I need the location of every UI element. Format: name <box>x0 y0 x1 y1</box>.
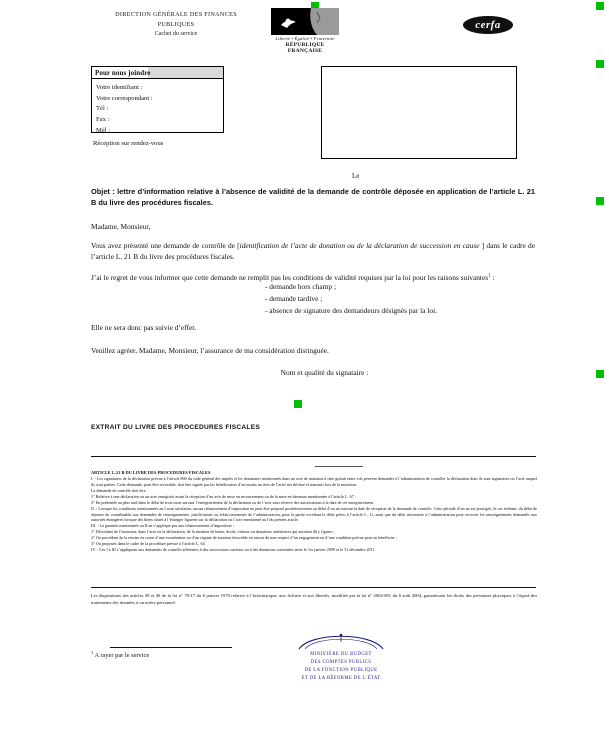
contact-field-fax: Fax : <box>96 116 110 124</box>
ministry-footer <box>272 628 410 682</box>
paragraph-1-before: Vous avez présenté une demande de contrôle de [ <box>91 241 240 250</box>
republique-text: RÉPUBLIQUE FRANÇAISE <box>285 41 325 54</box>
footnote-marker: 1 <box>488 273 491 279</box>
legal-paragraph: La demande de contrôle doit être : <box>91 488 148 494</box>
legal-text-block <box>91 470 537 553</box>
signature-label: Nom et qualité du signataire : <box>280 368 369 377</box>
admin-line-1: DIRECTION GÉNÉRALE DES FINANCES <box>115 11 237 18</box>
ministry-line-2: DES COMPTES PUBLICS <box>310 660 372 666</box>
administration-header <box>96 10 256 40</box>
objet-line: Objet : lettre d’information relative à l’absence de validité de la demande de contrôle déposée en application de l’article L. 21 B du livre des procédures fiscales. <box>91 187 535 208</box>
footnote <box>91 650 149 659</box>
marianne-icon <box>271 8 339 35</box>
short-rule <box>315 466 363 467</box>
reception-note: Réception sur rendez-vous <box>93 140 164 147</box>
legal-paragraph: II. - Lorsque les conditions mentionnées au I sont satisfaites, aucun rehaussement d’imposition ne peut être proposé postérieurement au délai d’un an suivant la date de réception de la demande de contrôle. Cette période d’un an est prorogée, le cas échéant, du délai de réponse du contribuable aux demandes de renseignements, justifications ou éclaircissements de l’administration, pour la partie excédant le délai prévu à l’article L. 11, ainsi que du délai nécessaire à l’administration pour recevoir les renseignements demandés aux autorités étrangères lorsque des biens situés à l’étranger figurent sur la déclaration ou l’acte mentionné au I du présent article. <box>91 505 537 523</box>
section-divider <box>91 456 536 457</box>
contact-field-identifiant: Votre identifiant : <box>96 84 143 91</box>
ministry-line-3: DE LA FONCTION PUBLIQUE <box>304 668 378 674</box>
salutation: Madame, Monsieur, <box>91 222 151 231</box>
list-item: - absence de signature des demandeurs désignés par la loi. <box>265 305 437 315</box>
footnote-text: A rayer par le service <box>93 652 150 660</box>
cerfa-logo: cerfa <box>463 16 513 34</box>
admin-line-2: PUBLIQUES <box>157 21 195 29</box>
paragraph-2-colon: : <box>490 273 495 282</box>
admin-line-3: Cachet du service <box>154 31 198 38</box>
paragraph-demande <box>91 240 535 263</box>
list-item: - demande tardive ; <box>265 293 323 303</box>
legal-paragraph: IV. - Les I à III s’appliquent aux demandes de contrôle afférentes à des successions ouvertes ou à des donations consenties entre le 1er janvier 2009 et le 31 décembre 2011. <box>91 546 376 552</box>
republique-francaise-logo <box>271 8 339 54</box>
reasons-list <box>265 281 437 317</box>
contact-field-tel: Tél : <box>96 105 109 113</box>
legal-paragraph: 1° Relative à une déclaration ou un acte enregistré avant la réception d’un avis de mise en recouvrement ou de la mise en demeure mentionnée à l’article L. 67 ; <box>91 493 356 499</box>
footnote-number: 1 <box>91 650 94 655</box>
registration-mark-right-1 <box>596 60 604 68</box>
paragraph-1-italic: identification de l’acte de donation ou de la déclaration de succession en cause <box>239 241 480 250</box>
registration-mark-right-2 <box>596 197 604 205</box>
registration-mark-top-right <box>596 2 604 10</box>
contact-field-mel: Mél : <box>96 126 111 134</box>
legal-paragraph: 3° Ou proposés dans le cadre de la procédure prévue à l’article L. 64. <box>91 541 206 547</box>
legal-paragraph: 1° Découlant de l’omission, dans l’acte ou la déclaration, de la mention de biens, droits, valeurs ou donations antérieures qui auraient dû y figurer ; <box>91 529 335 535</box>
contact-box <box>91 66 224 133</box>
cnil-notice: Les dispositions des articles 39 et 40 de la loi n° 78-17 du 6 janvier 1978 relative à l’informatique, aux fichiers et aux libertés, modifiée par la loi n° 2004-801 du 6 août 2004, garantissent les droits des personnes physiques à l’égard des traitements des données à caractère personnel. <box>91 593 537 606</box>
paragraph-2-text: J’ai le regret de vous informer que cette demande ne remplit pas les conditions de validité requises par la loi pour les raisons suivantes <box>91 273 489 282</box>
legal-paragraph: I. - Les signataires de la déclaration prévue à l’article 800 du code général des impôts et les donataires mentionnés dans un acte de mutation à titre gratuit entre vifs peuvent demander à l’administration de contrôler la déclaration dont ils sont signataires ou l’acte auquel ils sont parties. Cette demande, pour être recevable, doit être signée par les bénéficiaires d’au moins un tiers de l’actif net déclaré et transmis lors de la mutation. <box>91 476 537 488</box>
legal-paragraph: III. - La garantie mentionnée au II ne s’applique pas aux rehaussements d’imposition : <box>91 523 234 529</box>
contact-field-correspondant: Votre correspondant : <box>96 94 153 102</box>
legal-paragraph: 2° Ou procédant de la remise en cause d’une exonération ou d’un régime de taxation favorable en raison du non-respect d’un engagement ou d’une condition prévue pour en bénéficier ; <box>91 535 397 541</box>
legal-paragraph: 2° En présentée au plus tard dans le délai de trois mois suivant l’enregistrement de la déclaration ou de l’acte sous réserve des autorisations à la date de cet enregistrement. <box>91 499 374 505</box>
registration-mark-center <box>294 400 302 408</box>
extract-title: EXTRAIT DU LIVRE DES PROCEDURES FISCALES <box>91 424 261 431</box>
ministry-line-1: MINISTÈRE DU BUDGET <box>310 652 372 657</box>
footnote-divider <box>110 647 232 648</box>
list-item: - demande hors champ ; <box>265 282 337 291</box>
paragraph-no-effect: Elle ne sera donc pas suivie d’effet. <box>91 323 197 332</box>
article-heading: ARTICLE L.21 B DU LIVRE DES PROCEDURES FISCALES <box>91 470 211 475</box>
addressee-box <box>321 66 517 159</box>
contact-box-fields <box>92 79 223 136</box>
date-label: Le <box>352 172 360 180</box>
ministry-line-4: ET DE LA RÉFORME DE L’ÉTAT <box>301 676 381 682</box>
cnil-divider <box>91 587 536 588</box>
paragraph-1-after: ] dans le cadre de l’article L. 21 B du livre des procédures fiscales. <box>91 241 535 262</box>
devise-text: Liberté • Égalité • Fraternité <box>275 36 335 41</box>
contact-box-title: Pour nous joindre <box>92 67 223 79</box>
paragraph-closing: Veuillez agréer, Madame, Monsieur, l’assurance de ma considération distinguée. <box>91 346 329 355</box>
dome-icon <box>295 628 387 650</box>
